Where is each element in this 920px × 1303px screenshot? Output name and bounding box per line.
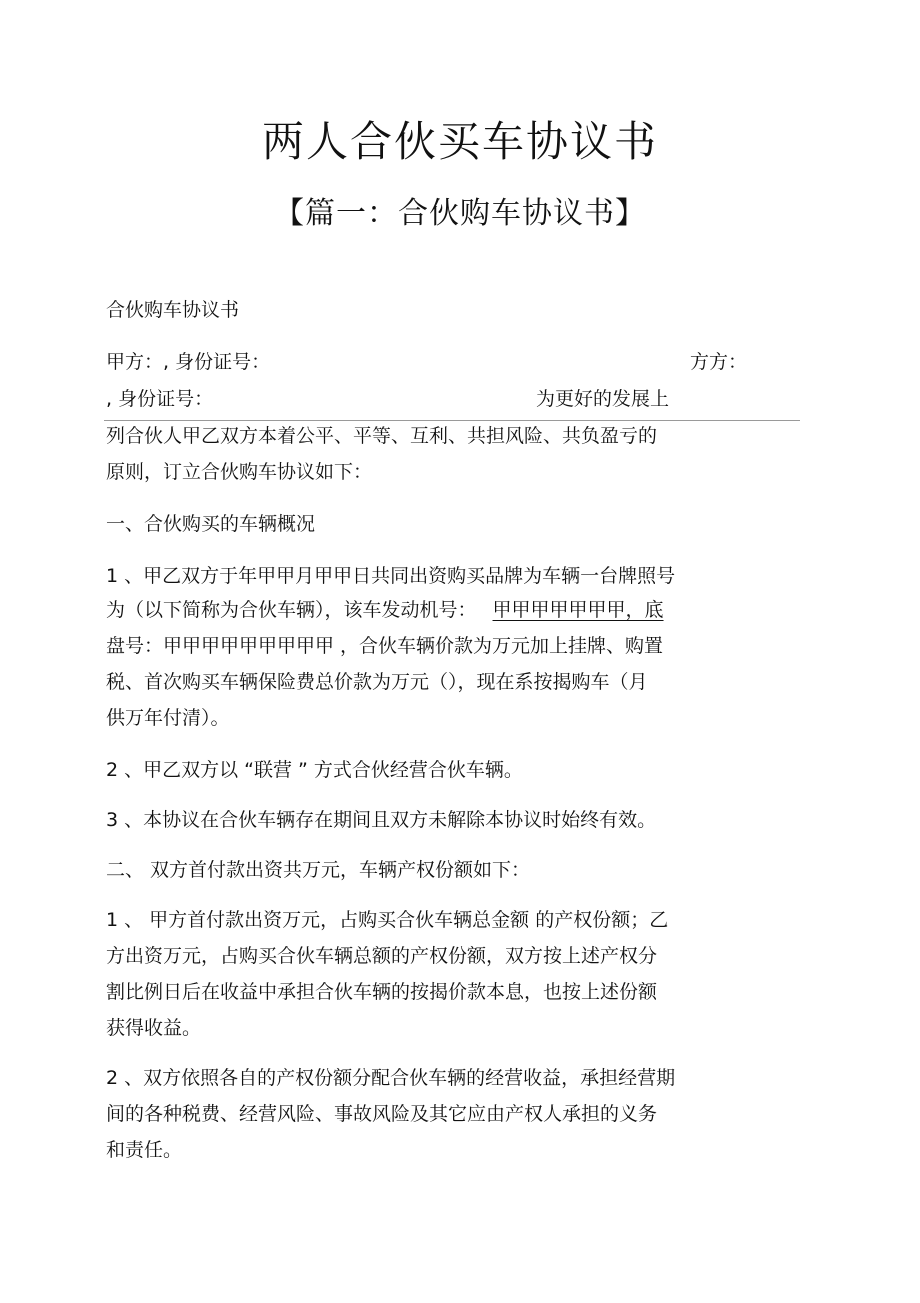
section-2-clause-2-line-2: 间的各种税费、经营风险、事故风险及其它应由产权人承担的义务 [106,1103,658,1125]
intro-line-2: 原则，订立合伙购车协议如下： [106,461,373,483]
section-2-clause-2-line-3: 和责任。 [106,1139,183,1161]
document-title: 两人合伙买车协议书 [261,117,658,166]
clause-2: 2 、甲乙双方以 “联营 ” 方式合伙经营合伙车辆。 [106,759,523,781]
clause-1-line-3: 盘号：甲甲甲甲甲甲甲甲甲 ，合伙车辆价款为万元加上挂牌、购置 [106,635,664,657]
engine-number-underlined: 甲甲甲甲甲甲甲，底 [492,599,664,621]
clause-1-line-2 [106,596,664,624]
clause-1-line-4: 税、首次购买车辆保险费总价款为万元（），现在系按揭购车（月 [106,671,648,693]
clause-1-line-5: 供万年付清）。 [106,707,230,729]
for-better-text: 为更好的发展上 [536,388,670,410]
section-2-clause-1-line-3: 割比例日后在收益中承担合伙车辆的按揭价款本息，也按上述份额 [106,981,658,1003]
section-2-heading: 二、 双方首付款出资共万元，车辆产权份额如下： [106,859,531,881]
party-a-line: 甲方：, 身份证号： [106,351,271,373]
clause-1-line-2-text: 为（以下简称为合伙车辆），该车发动机号： [106,599,477,621]
horizontal-rule [104,420,800,421]
party-b-id-line: , 身份证号： [106,388,214,410]
section-1-heading: 一、合伙购买的车辆概况 [106,513,316,535]
section-2-clause-2-line-1: 2 、双方依照各自的产权份额分配合伙车辆的经营收益，承担经营期 [106,1067,676,1089]
clause-1-line-1: 1 、甲乙双方于年甲甲月甲甲日共同出资购买品牌为车辆一台牌照号 [106,565,676,587]
clause-3: 3 、本协议在合伙车辆存在期间且双方未解除本协议时始终有效。 [106,809,657,831]
intro-line-1: 列合伙人甲乙双方本着公平、平等、互利、共担风险、共负盈亏的 [106,425,658,447]
document-subtitle: 【篇一：合伙购车协议书】 [274,196,646,231]
party-b-label: 方方： [690,351,748,373]
section-2-clause-1-line-4: 获得收益。 [106,1017,202,1039]
agreement-heading: 合伙购车协议书 [106,299,240,321]
section-2-clause-1-line-1: 1 、 甲方首付款出资万元，占购买合伙车辆总金额 的产权份额；乙 [106,909,669,931]
section-2-clause-1-line-2: 方出资万元，占购买合伙车辆总额的产权份额，双方按上述产权分 [106,945,658,967]
